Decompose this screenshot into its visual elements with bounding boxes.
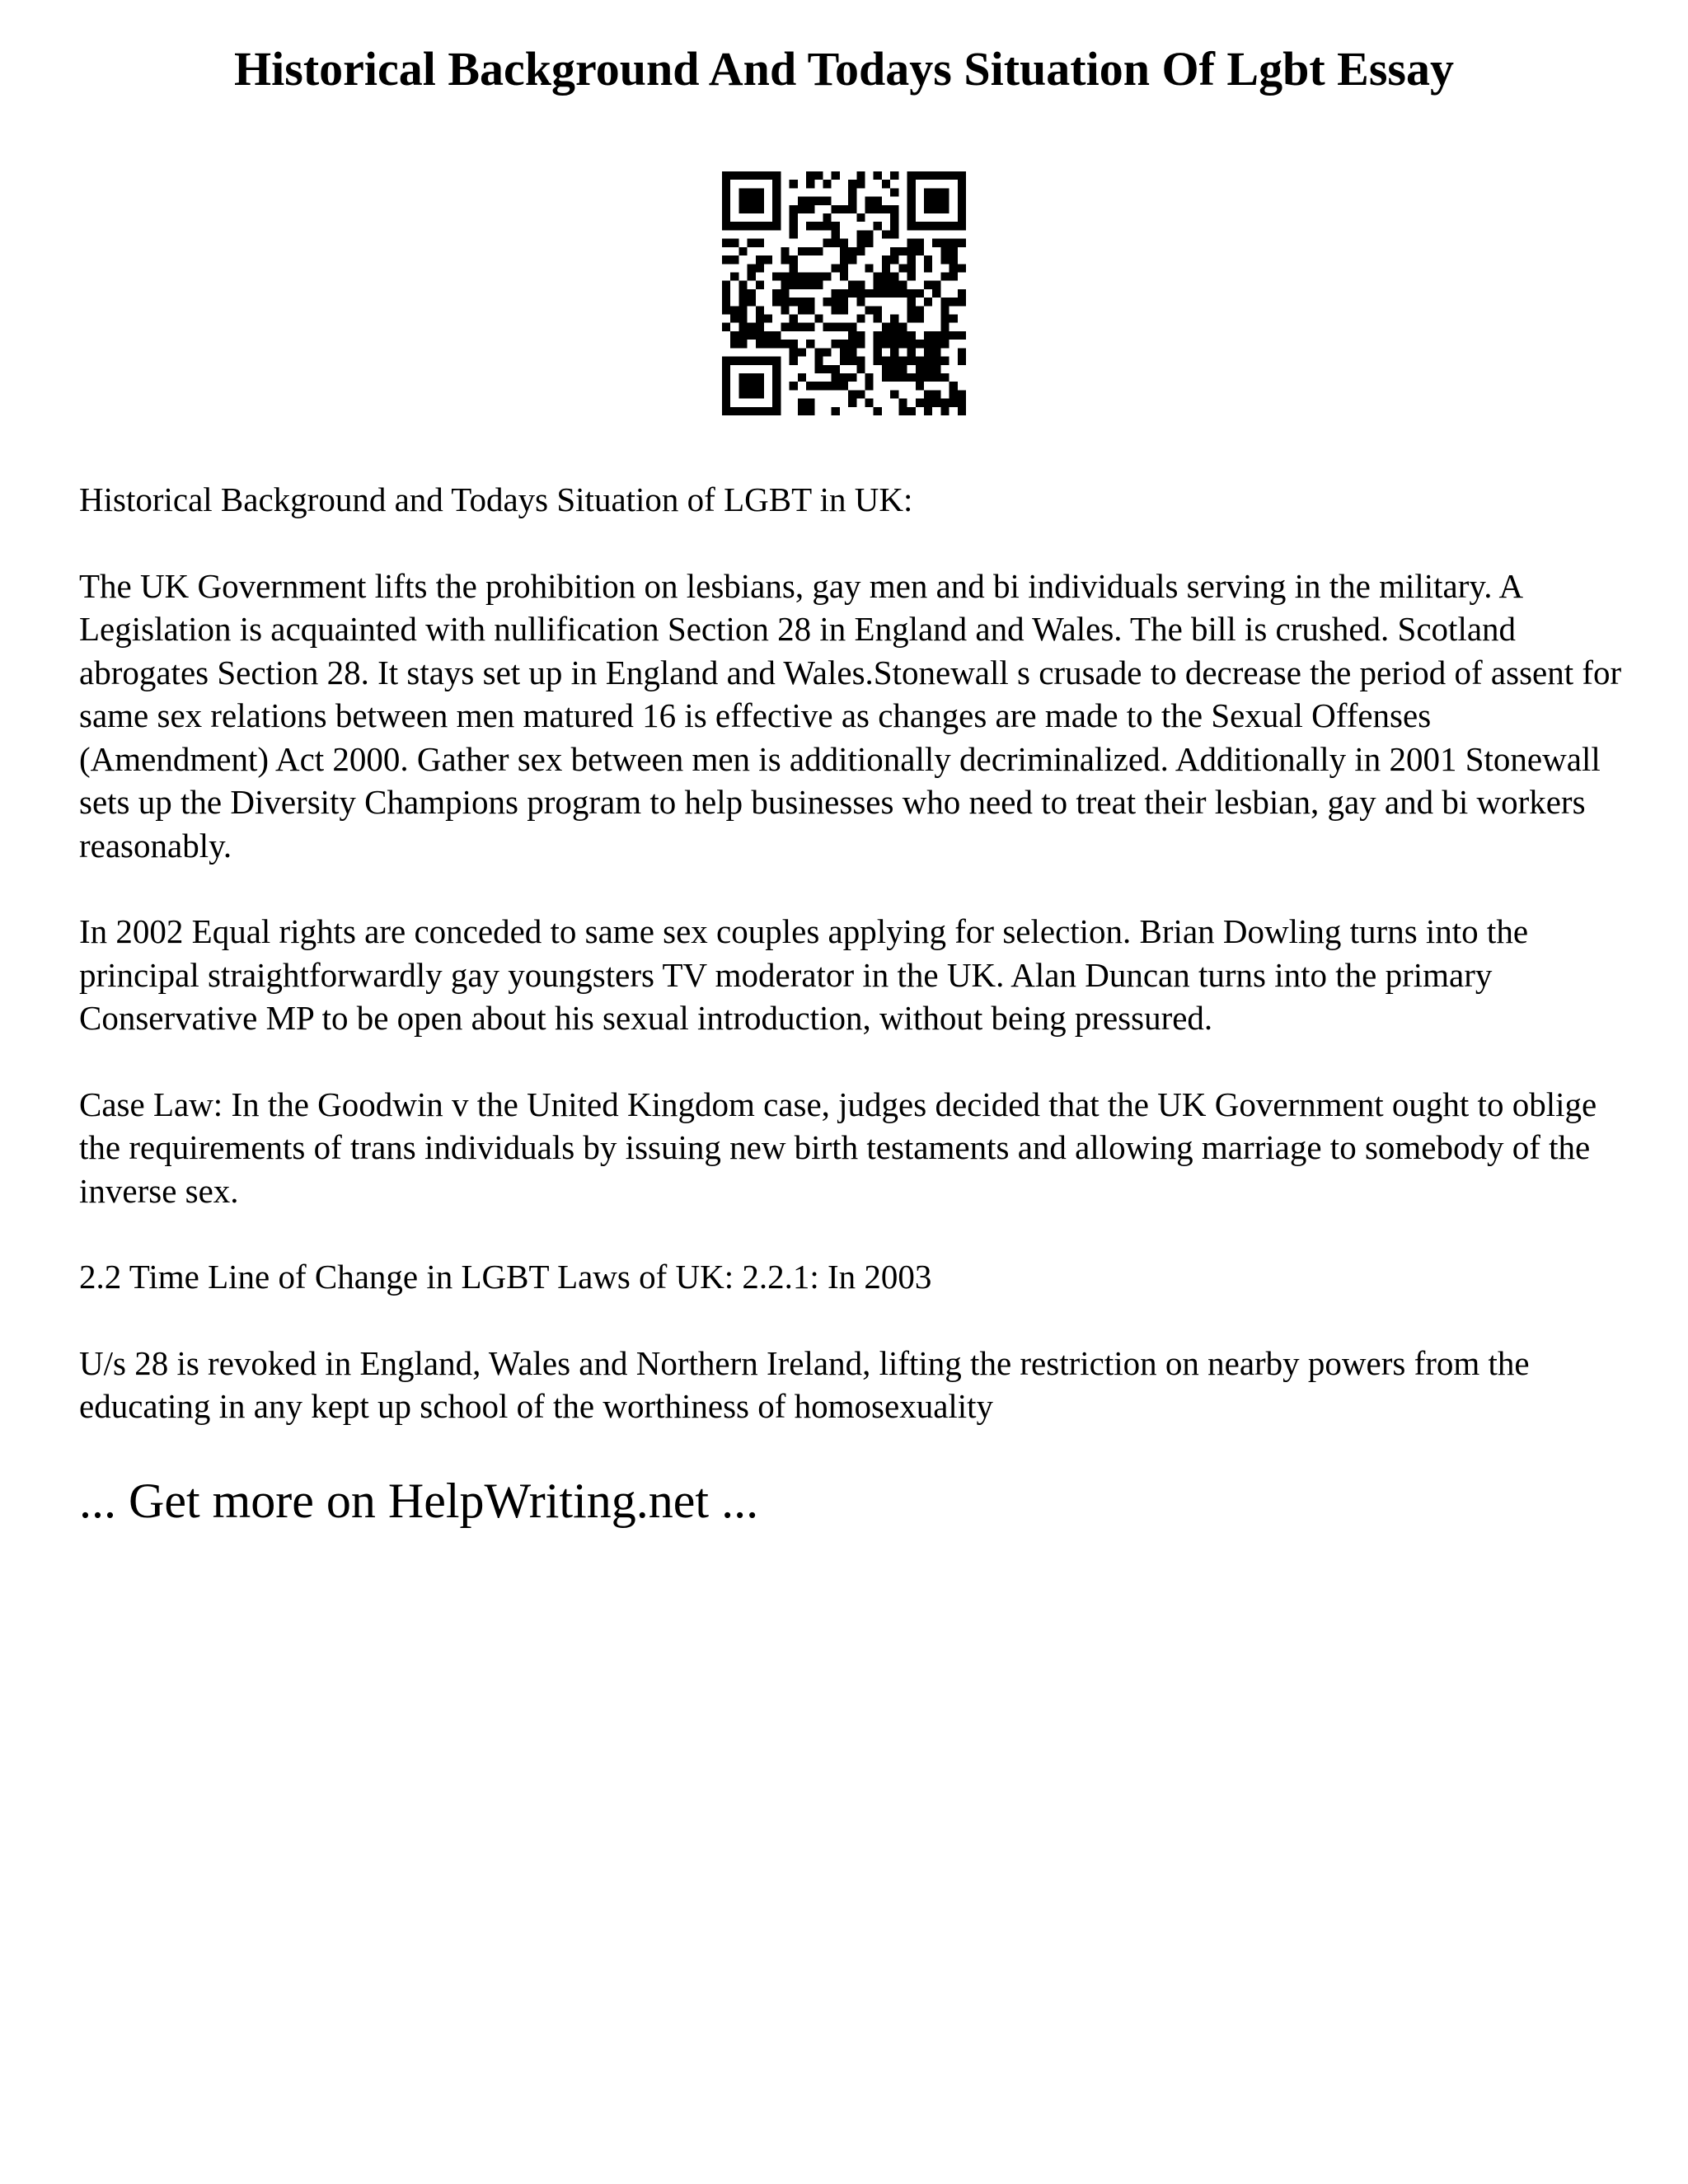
paragraph-1: The UK Government lifts the prohibition on lesbians, gay men and bi individuals serving in the military. A Legislation is acquainted with nullification Section 28 in England and Wales. The bill is crushed. Scotland abrogates Section 28. It stays set up in England and Wales.Stonewall s crusade to decrease the period of assent for same sex relations between men matured 16 is effective as changes are made to the Sexual Offenses (Amendment) Act 2000. Gather sex between men is additionally decriminalized. Additionally in 2001 Stonewall sets up the Diversity Champions program to help businesses who need to treat their lesbian, gay and bi workers reasonably. <box>79 566 1622 865</box>
qr-code <box>722 171 966 415</box>
paragraph-5: U/s 28 is revoked in England, Wales and Northern Ireland, lifting the restriction on nearby powers from the educating in any kept up school of the worthiness of homosexuality <box>79 1343 1530 1425</box>
paragraph-3: Case Law: In the Goodwin v the United Kingdom case, judges decided that the UK Government ought to oblige the requirements of trans individuals by issuing new birth testaments and allowing marriage to somebody of the inverse sex. <box>79 1085 1597 1210</box>
document-title: Historical Background And Todays Situation Of Lgbt Essay <box>234 42 1454 96</box>
intro-heading: Historical Background and Todays Situation of LGBT in UK: <box>79 480 913 518</box>
document-body <box>79 478 1629 1530</box>
get-more-link[interactable]: ... Get more on HelpWriting.net ... <box>79 1473 759 1528</box>
timeline-heading: 2.2 Time Line of Change in LGBT Laws of UK: 2.2.1: In 2003 <box>79 1258 932 1296</box>
paragraph-2: In 2002 Equal rights are conceded to same sex couples applying for selection. Brian Dowling turns into the principal straightforwardly gay youngsters TV moderator in the UK. Alan Duncan turns into the primary Conservative MP to be open about his sexual introduction, without being pressured. <box>79 912 1529 1037</box>
